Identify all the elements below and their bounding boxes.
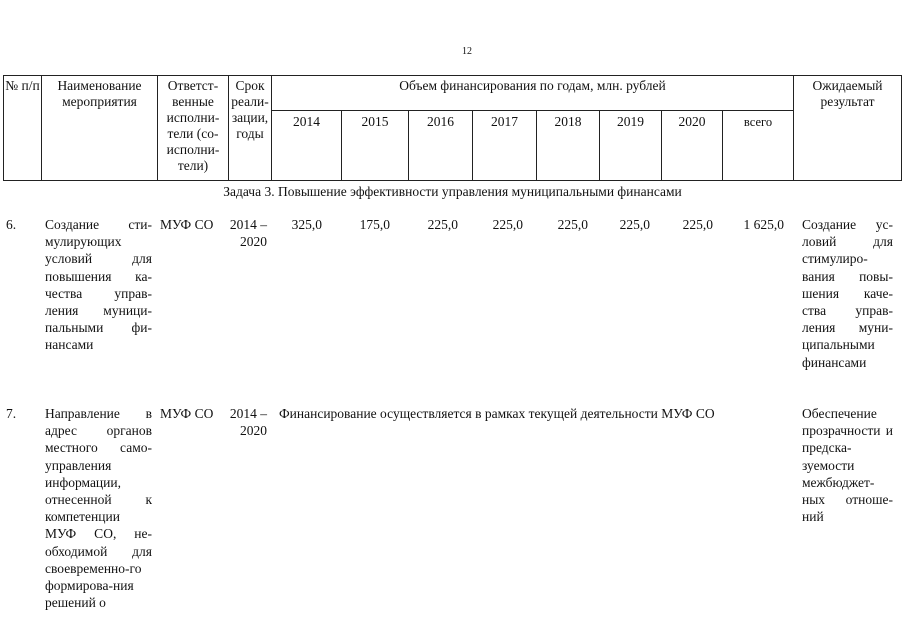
row-value-2015: 175,0 <box>359 217 390 232</box>
row-funding-note: Финансирование осуществляется в рамках текущей деятельности МУФ СО <box>279 406 715 421</box>
row-value-2017: 225,0 <box>492 217 523 232</box>
row-responsible: МУФ СО <box>160 217 214 232</box>
header-responsible: Ответст-венные исполни-тели (со-исполни-тели) <box>166 78 220 173</box>
header-year-2020: 2020 <box>678 114 706 129</box>
header-funding: Объем финансирования по годам, млн. рублей <box>399 78 666 93</box>
row-name: Создание сти-мулирующих условий для повышения ка-чества управ-ления муници-пальными фи-нансами <box>45 217 152 353</box>
row-term: 2014 – 2020 <box>229 217 267 250</box>
row-value-2019: 225,0 <box>619 217 650 232</box>
header-year-2017: 2017 <box>491 114 518 129</box>
row-num: 7. <box>6 406 17 421</box>
row-value-2016: 225,0 <box>427 217 458 232</box>
header-year-2015: 2015 <box>361 114 389 129</box>
row-total: 1 625,0 <box>743 217 784 232</box>
header-year-2016: 2016 <box>427 114 454 129</box>
row-num: 6. <box>6 217 17 232</box>
row-value-2020: 225,0 <box>682 217 713 232</box>
row-responsible: МУФ СО <box>160 406 214 421</box>
page-number: 12 <box>462 46 472 57</box>
row-value-2018: 225,0 <box>557 217 588 232</box>
header-name: Наименование мероприятия <box>57 78 142 109</box>
header-year-2014: 2014 <box>293 114 320 129</box>
header-result: Ожидаемый результат <box>812 78 883 109</box>
header-num: № п/п <box>5 78 40 93</box>
row-name: Направление в адрес органов местного само-управления информации, отнесенной к компетенции МУФ СО, не-обходимой для своевременно-го формирова-ния решений о <box>45 406 152 611</box>
row-result: Обеспечение прозрачности и предска-зуемости межбюджет-ных отноше-ний <box>802 406 893 525</box>
header-year-2019: 2019 <box>617 114 644 129</box>
row-result: Создание ус-ловий для стимулиро-вания повы-шения каче-ства управ-ления муни-ципальными финансами <box>802 217 893 370</box>
row-value-2014: 325,0 <box>291 217 322 232</box>
row-term: 2014 – 2020 <box>229 406 267 439</box>
header-year-2018: 2018 <box>554 114 582 129</box>
header-total: всего <box>743 115 773 129</box>
task-title: Задача 3. Повышение эффективности управления муниципальными финансами <box>223 184 682 199</box>
header-term: Срок реали-зации, годы <box>231 78 269 141</box>
